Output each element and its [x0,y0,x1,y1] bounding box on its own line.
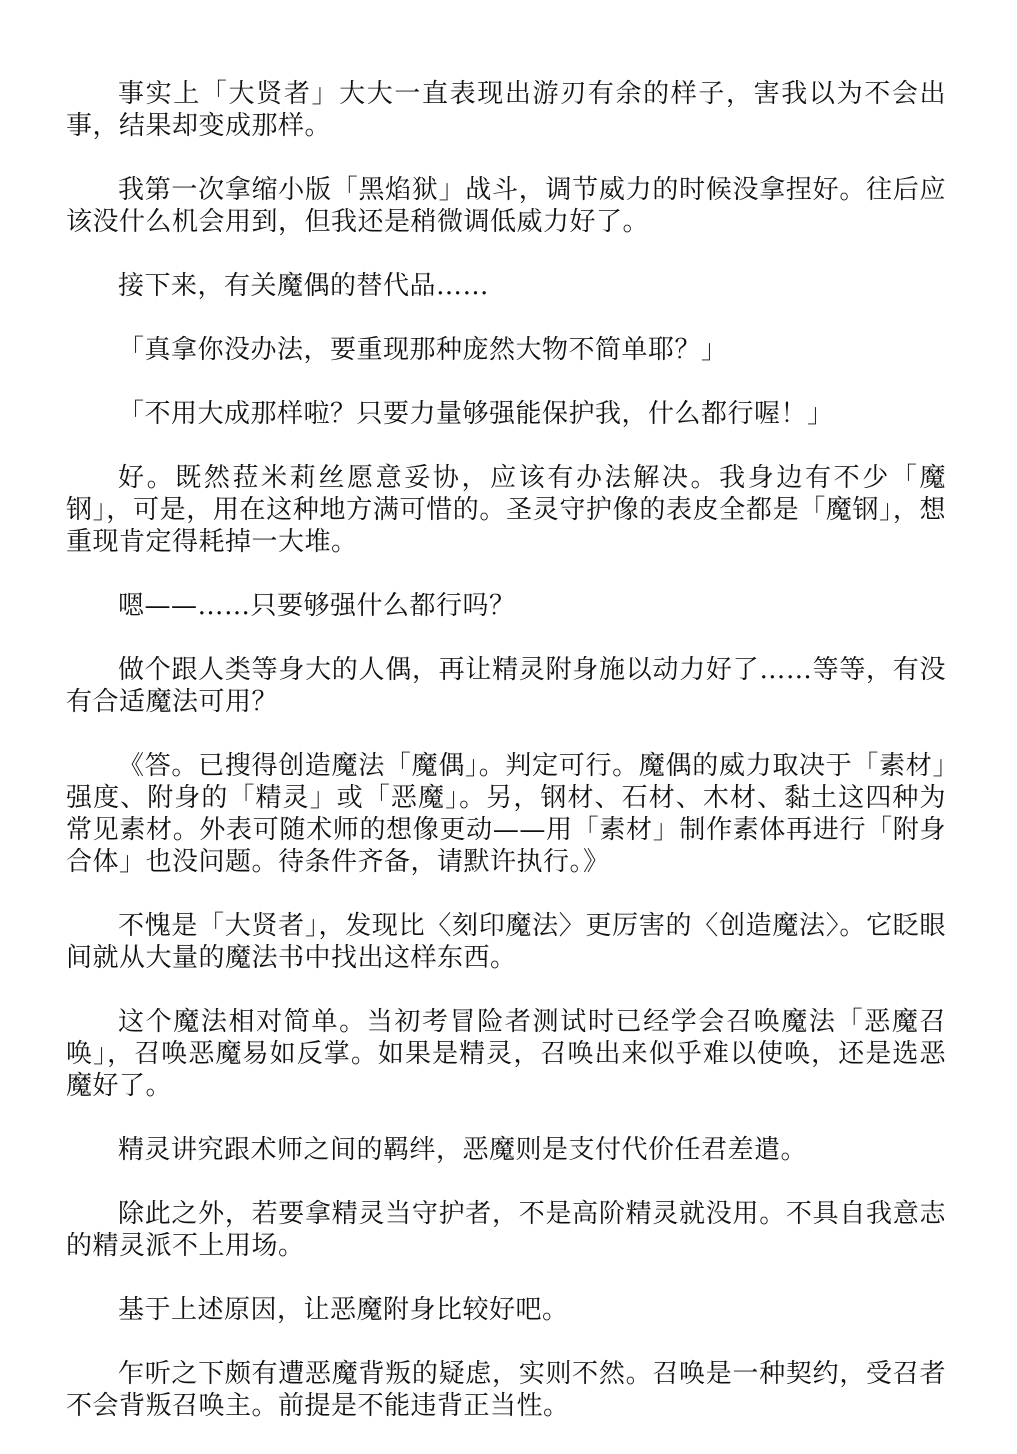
paragraph-11: 这个魔法相对简单。当初考冒险者测试时已经学会召唤魔法「恶魔召唤」，召唤恶魔易如反掌。如果是精灵，召唤出来似乎难以使唤，还是选恶魔好了。 [66,1007,946,1101]
paragraph-14: 基于上述原因，让恶魔附身比较好吧。 [118,1295,569,1325]
paragraph-3: 接下来，有关魔偶的替代品…… [118,271,490,301]
paragraph-4: 「真拿你没办法，要重现那种庞然大物不简单耶？」 [118,335,728,365]
paragraph-1: 事实上「大贤者」大大一直表现出游刃有余的样子，害我以为不会出事，结果却变成那样。 [66,79,946,141]
paragraph-15: 乍听之下颇有遭恶魔背叛的疑虑，实则不然。召唤是一种契约，受召者不会背叛召唤主。前提是不能违背正当性。 [66,1359,946,1421]
paragraph-2: 我第一次拿缩小版「黑焰狱」战斗，调节威力的时候没拿捏好。往后应该没什么机会用到，但我还是稍微调低威力好了。 [66,175,946,237]
paragraph-9: 《答。已搜得创造魔法「魔偶」。判定可行。魔偶的威力取决于「素材」强度、附身的「精灵」或「恶魔」。另，钢材、石材、木材、黏土这四种为常见素材。外表可随术师的想像更动——用「素材」制作素体再进行「附身合体」也没问题。待条件齐备，请默许执行。》 [66,751,946,877]
paragraph-6: 好。既然菈米莉丝愿意妥协，应该有办法解决。我身边有不少「魔钢」，可是，用在这种地方满可惜的。圣灵守护像的表皮全都是「魔钢」，想重现肯定得耗掉一大堆。 [66,463,946,557]
paragraph-7: 嗯——……只要够强什么都行吗？ [118,591,516,621]
paragraph-5: 「不用大成那样啦？只要力量够强能保护我，什么都行喔！」 [118,399,834,429]
paragraph-13: 除此之外，若要拿精灵当守护者，不是高阶精灵就没用。不具自我意志的精灵派不上用场。 [66,1199,946,1261]
paragraph-8: 做个跟人类等身大的人偶，再让精灵附身施以动力好了……等等，有没有合适魔法可用？ [66,655,946,717]
body-text [66,78,946,1454]
paragraph-12: 精灵讲究跟术师之间的羁绊，恶魔则是支付代价任君差遣。 [118,1135,808,1165]
paragraph-10: 不愧是「大贤者」，发现比〈刻印魔法〉更厉害的〈创造魔法〉。它眨眼间就从大量的魔法书中找出这样东西。 [66,911,946,973]
